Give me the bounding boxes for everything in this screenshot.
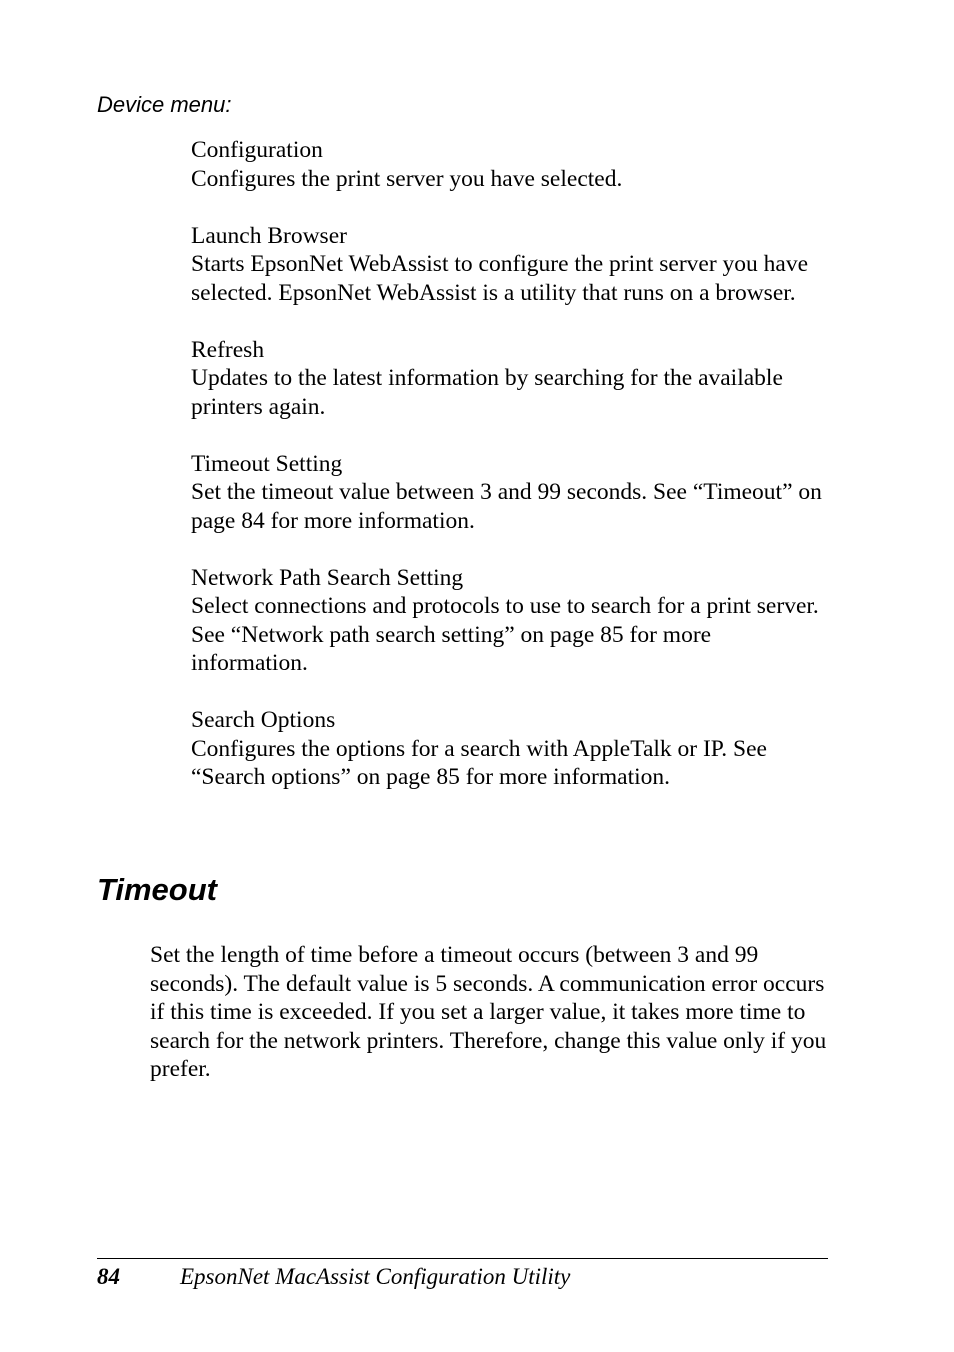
menu-entry-configuration: [191, 136, 831, 193]
menu-entry-description: Configures the options for a search with AppleTalk or IP. See “Search options” on page 85 for more information.: [191, 735, 767, 790]
menu-entry-name: Network Path Search Setting: [191, 564, 464, 591]
menu-entry-description: Configures the print server you have selected.: [191, 165, 623, 192]
menu-entry-name: Configuration: [191, 137, 323, 163]
menu-entry-name: Timeout Setting: [191, 450, 343, 477]
menu-entry-search-options: [191, 706, 831, 792]
device-menu-list: [191, 136, 831, 820]
menu-entry-name: Launch Browser: [191, 222, 347, 249]
menu-entry-description: Starts EpsonNet WebAssist to configure the print server you have selected. EpsonNet WebAssist is a utility that runs on a browser.: [191, 251, 809, 306]
menu-entry-name: Refresh: [191, 336, 265, 363]
menu-entry-refresh: [191, 336, 831, 422]
page-number: 84: [97, 1264, 120, 1289]
menu-entry-name: Search Options: [191, 707, 336, 733]
section-label: Device menu:: [97, 92, 232, 117]
footer-divider: [97, 1258, 828, 1259]
menu-entry-network-path-search-setting: [191, 564, 831, 678]
menu-entry-description: Updates to the latest information by searching for the available printers again.: [191, 365, 783, 420]
menu-entry-timeout-setting: [191, 450, 831, 536]
menu-entry-launch-browser: [191, 222, 831, 308]
menu-entry-description: Select connections and protocols to use to search for a print server. See “Network path search setting” on page 85 for more information.: [191, 593, 819, 676]
menu-entry-description: Set the timeout value between 3 and 99 seconds. See “Timeout” on page 84 for more information.: [191, 479, 822, 534]
running-footer-title: EpsonNet MacAssist Configuration Utility: [180, 1264, 571, 1289]
timeout-body-text: Set the length of time before a timeout occurs (between 3 and 99 seconds). The default value is 5 seconds. A communication error occurs if this time is exceeded. If you set a larger value, it takes more time to search for the network printers. Therefore, change this value only if you prefer.: [150, 942, 827, 1082]
timeout-heading: Timeout: [97, 872, 217, 907]
